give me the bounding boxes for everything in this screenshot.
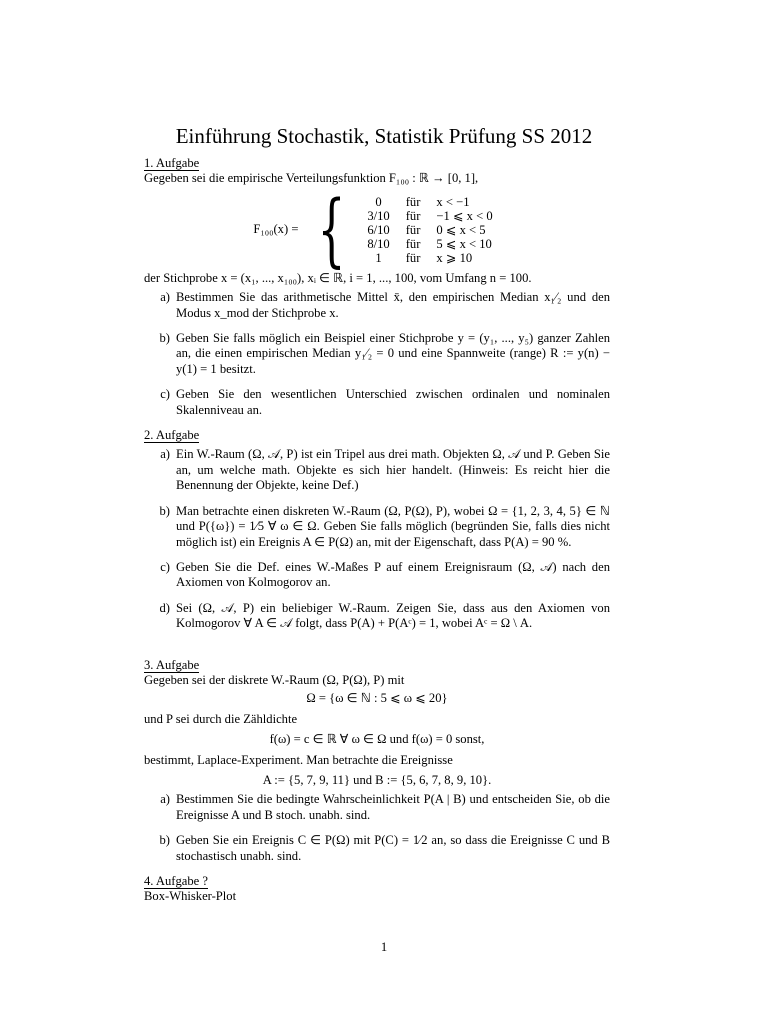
aufgabe-1-intro: Gegeben sei die empirische Verteilungsfunktion F₁₀₀ : ℝ → [0, 1], bbox=[144, 171, 479, 186]
item-label: c) bbox=[160, 387, 170, 402]
cdf-case-value: 8/10 bbox=[367, 236, 390, 251]
cdf-case-word: für bbox=[405, 236, 421, 251]
item-text: Bestimmen Sie das arithmetische Mittel x̄, den empirischen Median x₁⁄₂ und den Modus x_mod der Stichprobe x. bbox=[176, 290, 610, 320]
density-definition: f(ω) = c ∈ ℝ ∀ ω ∈ Ω und f(ω) = 0 sonst, bbox=[269, 732, 485, 747]
item-label: c) bbox=[160, 559, 170, 574]
heading-aufgabe-4: 4. Aufgabe ? bbox=[144, 874, 208, 888]
cdf-formula-lhs: F₁₀₀(x) = bbox=[253, 222, 299, 237]
cdf-case-word: für bbox=[405, 222, 421, 237]
cdf-case-condition: x < −1 bbox=[436, 194, 470, 209]
item-label: b) bbox=[159, 331, 170, 346]
page-number: 1 bbox=[380, 940, 388, 954]
aufgabe-3-line3: bestimmt, Laplace-Experiment. Man betrachte die Ereignisse bbox=[144, 752, 453, 767]
list-item bbox=[144, 447, 610, 493]
document-body bbox=[144, 156, 610, 905]
item-text: Bestimmen Sie die bedingte Wahrscheinlichkeit P(A | B) und entscheiden Sie, ob die Ereignisse A und B stoch. unabh. sind. bbox=[176, 792, 610, 822]
omega-definition: Ω = {ω ∈ ℕ : 5 ⩽ ω ⩽ 20} bbox=[306, 691, 448, 706]
item-text: Geben Sie die Def. eines W.-Maßes P auf einem Ereignisraum (Ω, 𝒜) nach den Axiomen von Kolmogorov an. bbox=[176, 559, 610, 590]
cdf-case-value: 3/10 bbox=[367, 208, 390, 223]
item-label: a) bbox=[160, 290, 170, 305]
cdf-case-value: 6/10 bbox=[367, 222, 390, 237]
item-label: a) bbox=[160, 447, 170, 462]
cdf-case-condition: 5 ⩽ x < 10 bbox=[436, 236, 492, 251]
item-text: Man betrachte einen diskreten W.-Raum (Ω, P(Ω), P), wobei Ω = {1, 2, 3, 4, 5} ∈ ℕ und P({ω}) = 1⁄5 ∀ ω ∈ Ω. Geben Sie falls möglich (begründen Sie, falls dies nicht möglich ist) ein Ereignis A ∈ P(Ω) an, mit der Eigenschaft, dass P(A) = 90 %. bbox=[176, 503, 610, 549]
list-item bbox=[144, 601, 610, 632]
heading-aufgabe-1: 1. Aufgabe bbox=[144, 156, 200, 170]
heading-aufgabe-3: 3. Aufgabe bbox=[144, 657, 200, 672]
list-item bbox=[144, 792, 610, 823]
list-item bbox=[144, 504, 610, 550]
list-item bbox=[144, 387, 610, 418]
cdf-cases bbox=[359, 195, 500, 265]
document-title: Einführung Stochastik, Statistik Prüfung SS 2012 bbox=[175, 124, 593, 148]
cdf-case-condition: −1 ⩽ x < 0 bbox=[436, 208, 493, 223]
cdf-case-row bbox=[359, 237, 500, 251]
cdf-case-row bbox=[359, 209, 500, 223]
aufgabe-3-intro: Gegeben sei der diskrete W.-Raum (Ω, P(Ω), P) mit bbox=[144, 672, 405, 687]
heading-aufgabe-2: 2. Aufgabe bbox=[144, 428, 200, 443]
item-label: a) bbox=[160, 792, 170, 807]
cdf-case-word: für bbox=[405, 194, 421, 209]
cdf-case-value: 0 bbox=[375, 194, 382, 209]
cdf-case-condition: 0 ⩽ x < 5 bbox=[436, 222, 486, 237]
cdf-case-word: für bbox=[405, 250, 421, 265]
cdf-case-word: für bbox=[405, 208, 421, 223]
item-text: Ein W.-Raum (Ω, 𝒜, P) ist ein Tripel aus drei math. Objekten Ω, 𝒜 und P. Geben Sie an, um welche math. Objekte es sich hier handelt. (Hinweis: Es reicht hier die Benennung der Objekte, keine Def.) bbox=[176, 447, 610, 493]
aufgabe-3-line2: und P sei durch die Zähldichte bbox=[144, 711, 298, 726]
cdf-case-row bbox=[359, 251, 500, 265]
item-text: Geben Sie falls möglich ein Beispiel einer Stichprobe y = (y₁, ..., y₅) ganzer Zahlen an, die einen empirischen Median y₁⁄₂ = 0 und eine Spannweite (range) R := y(n) − y(1) = 1 besitzt. bbox=[176, 331, 610, 376]
item-label: b) bbox=[159, 833, 170, 848]
cdf-case-row bbox=[359, 195, 500, 209]
item-text: Sei (Ω, 𝒜, P) ein beliebiger W.-Raum. Zeigen Sie, dass aus den Axiomen von Kolmogorov ∀ A ∈ 𝒜 folgt, dass P(A) + P(Aᶜ) = 1, wobei Aᶜ = Ω \ A. bbox=[176, 600, 610, 631]
cdf-formula bbox=[144, 182, 610, 276]
cdf-case-row bbox=[359, 223, 500, 237]
item-label: b) bbox=[159, 503, 170, 518]
events-definition: A := {5, 7, 9, 11} und B := {5, 6, 7, 8, 9, 10}. bbox=[262, 772, 492, 787]
item-label: d) bbox=[159, 600, 170, 615]
list-item bbox=[144, 833, 610, 864]
list-item bbox=[144, 290, 610, 321]
list-item bbox=[144, 560, 610, 591]
cdf-case-condition: x ⩾ 10 bbox=[436, 250, 473, 265]
aufgabe-1-sample-text: der Stichprobe x = (x₁, ..., x₁₀₀), xᵢ ∈ ℝ, i = 1, ..., 100, vom Umfang n = 100. bbox=[144, 270, 532, 285]
list-item bbox=[144, 331, 610, 377]
cdf-case-value: 1 bbox=[375, 250, 382, 265]
left-brace-symbol: { bbox=[317, 182, 346, 276]
item-text: Geben Sie den wesentlichen Unterschied zwischen ordinalen und nominalen Skalenniveau an. bbox=[176, 387, 610, 417]
item-text: Geben Sie ein Ereignis C ∈ P(Ω) mit P(C) = 1⁄2 an, so dass die Ereignisse C und B stochastisch unabh. sind. bbox=[176, 833, 610, 863]
aufgabe-4-text: Box-Whisker-Plot bbox=[144, 889, 237, 904]
